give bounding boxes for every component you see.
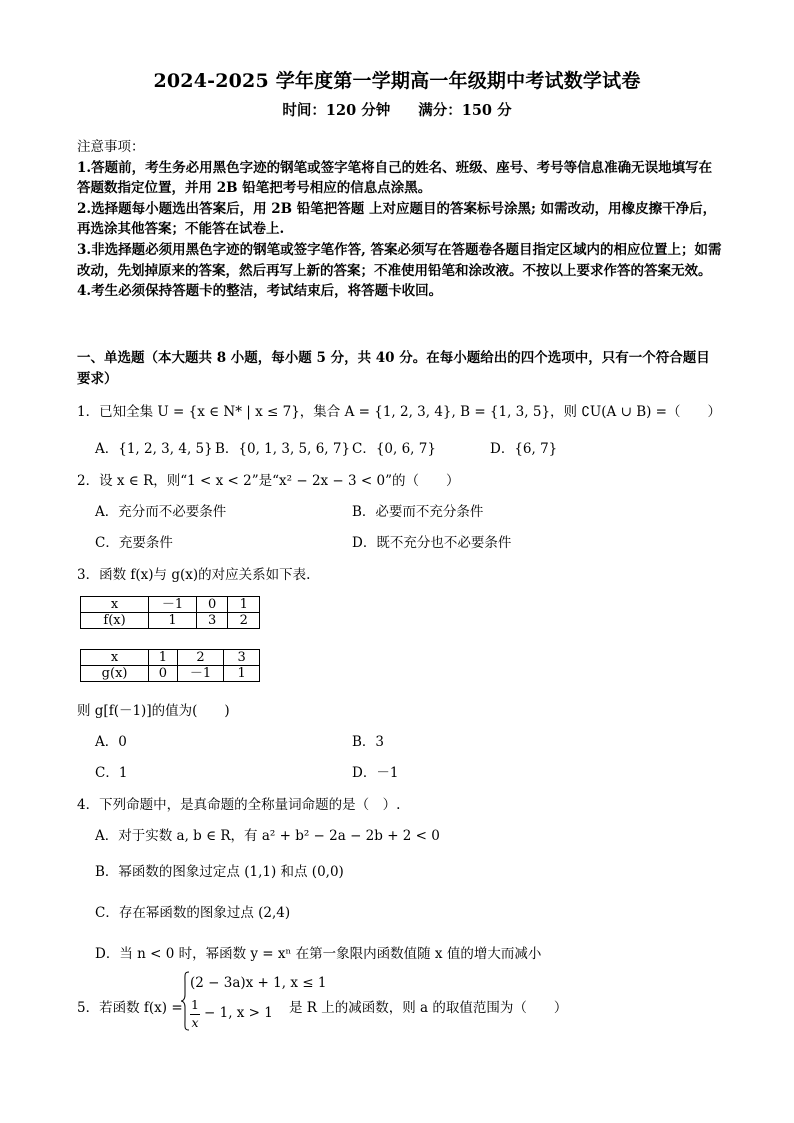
table-row bbox=[81, 666, 260, 682]
table-cell: －1 bbox=[149, 597, 197, 613]
exam-time: 时间：120 分钟 bbox=[282, 102, 391, 119]
table-cell: 0 bbox=[149, 666, 177, 682]
notice-item: 2.选择题每小题选出答案后，用 2B 铅笔把答题 上对应题目的答案标号涂黑; 如需改动，用橡皮擦干净后，再选涂其他答案；不能答在试卷上. bbox=[77, 200, 717, 238]
table-cell: 2 bbox=[177, 650, 224, 666]
piecewise-denominator: x bbox=[191, 1015, 199, 1030]
table-cell: g(x) bbox=[81, 666, 149, 682]
question-3-option-d: D．－1 bbox=[352, 765, 399, 781]
question-1-option-a: A．{1, 2, 3, 4, 5} bbox=[95, 441, 213, 457]
table-cell: －1 bbox=[177, 666, 224, 682]
table-cell: x bbox=[81, 650, 149, 666]
question-1-option-c: C．{0, 6, 7} bbox=[352, 441, 436, 457]
table-cell: 0 bbox=[196, 597, 228, 613]
table-cell: 1 bbox=[228, 597, 260, 613]
piecewise-case-2: − 1, x > 1 bbox=[204, 1005, 273, 1021]
piecewise-numerator: 1 bbox=[191, 997, 199, 1012]
table-cell: 1 bbox=[149, 650, 177, 666]
question-5-suffix: 是 R 上的减函数，则 a 的取值范围为（ ） bbox=[289, 1000, 568, 1016]
question-5-prefix: 5．若函数 f(x) = bbox=[77, 1000, 183, 1016]
notice-item: 4.考生必须保持答题卡的整洁，考试结束后，将答题卡收回。 bbox=[77, 283, 443, 300]
question-4-option-a: A．对于实数 a, b ∈ R，有 a² + b² − 2a − 2b + 2 < 0 bbox=[95, 828, 440, 844]
piecewise-case-1: (2 − 3a)x + 1, x ≤ 1 bbox=[190, 975, 327, 991]
question-3-stem: 3．函数 f(x)与 g(x)的对应关系如下表. bbox=[77, 567, 311, 583]
function-g-table bbox=[80, 649, 260, 682]
question-2-option-d: D．既不充分也不必要条件 bbox=[352, 535, 512, 551]
question-2-stem: 2．设 x ∈ R，则“1 < x < 2”是“x² − 2x − 3 < 0”的（ ） bbox=[77, 473, 460, 489]
question-3-option-b: B．3 bbox=[352, 734, 385, 750]
question-1-option-b: B．{0, 1, 3, 5, 6, 7} bbox=[215, 441, 351, 457]
table-cell: 2 bbox=[228, 613, 260, 629]
table-cell: 3 bbox=[196, 613, 228, 629]
notice-item: 3.非选择题必须用黑色字迹的钢笔或签字笔作答, 答案必须写在答题卷各题目指定区域内的相应位置上；如需改动，先划掉原来的答案，然后再写上新的答案；不准使用铅笔和涂改液。不按以上要求作答的答案无效。 bbox=[77, 241, 722, 279]
table-cell: 3 bbox=[224, 650, 260, 666]
notice-item: 1.答题前，考生务必用黑色字迹的钢笔或签字笔将自己的姓名、班级、座号、考号等信息准确无误地填写在答题数指定位置，并用 2B 铅笔把考号相应的信息点涂黑。 bbox=[77, 159, 713, 197]
question-3-option-c: C．1 bbox=[95, 765, 128, 781]
table-cell: f(x) bbox=[81, 613, 149, 629]
table-row bbox=[81, 597, 260, 613]
table-row bbox=[81, 650, 260, 666]
question-1-option-d: D．{6, 7} bbox=[490, 441, 558, 457]
left-brace-icon bbox=[180, 971, 190, 1031]
question-2-option-a: A．充分而不必要条件 bbox=[95, 504, 227, 520]
question-2-option-c: C．充要条件 bbox=[95, 535, 173, 551]
function-f-table bbox=[80, 596, 260, 629]
question-4-option-c: C．存在幂函数的图象过点 (2,4) bbox=[95, 905, 291, 921]
question-3-option-a: A．0 bbox=[95, 734, 127, 750]
notice-block bbox=[77, 137, 725, 302]
question-4-option-d: D．当 n < 0 时，幂函数 y = xⁿ 在第一象限内函数值随 x 值的增大而减小 bbox=[95, 946, 542, 962]
question-4-option-b: B．幂函数的图象过定点 (1,1) 和点 (0,0) bbox=[95, 864, 344, 880]
question-4-stem: 4．下列命题中，是真命题的全称量词命题的是（ ）. bbox=[77, 797, 401, 813]
table-cell: 1 bbox=[224, 666, 260, 682]
question-2-option-b: B．必要而不充分条件 bbox=[352, 504, 484, 520]
exam-score: 满分：150 分 bbox=[418, 102, 512, 119]
exam-title: 2024-2025 学年度第一学期高一年级期中考试数学试卷 bbox=[153, 70, 641, 92]
section-heading-line: 一、单选题（本大题共 8 小题，每小题 5 分，共 40 分。在每小题给出的四个选项中，只有一个符合题目 bbox=[77, 350, 710, 366]
question-1-stem: 1．已知全集 U = {x ∈ N* | x ≤ 7}，集合 A = {1, 2, 3, 4}, B = {1, 3, 5}，则 ∁U(A ∪ B) =（ ） bbox=[77, 404, 721, 420]
table-row bbox=[81, 613, 260, 629]
table-cell: x bbox=[81, 597, 149, 613]
section-heading-line: 要求） bbox=[77, 370, 118, 387]
notice-heading: 注意事项： bbox=[77, 139, 145, 155]
question-3-ask: 则 g[f(－1)]的值为( ) bbox=[77, 703, 230, 719]
table-cell: 1 bbox=[149, 613, 197, 629]
section-heading bbox=[77, 348, 725, 389]
exam-subtitle bbox=[0, 99, 794, 120]
